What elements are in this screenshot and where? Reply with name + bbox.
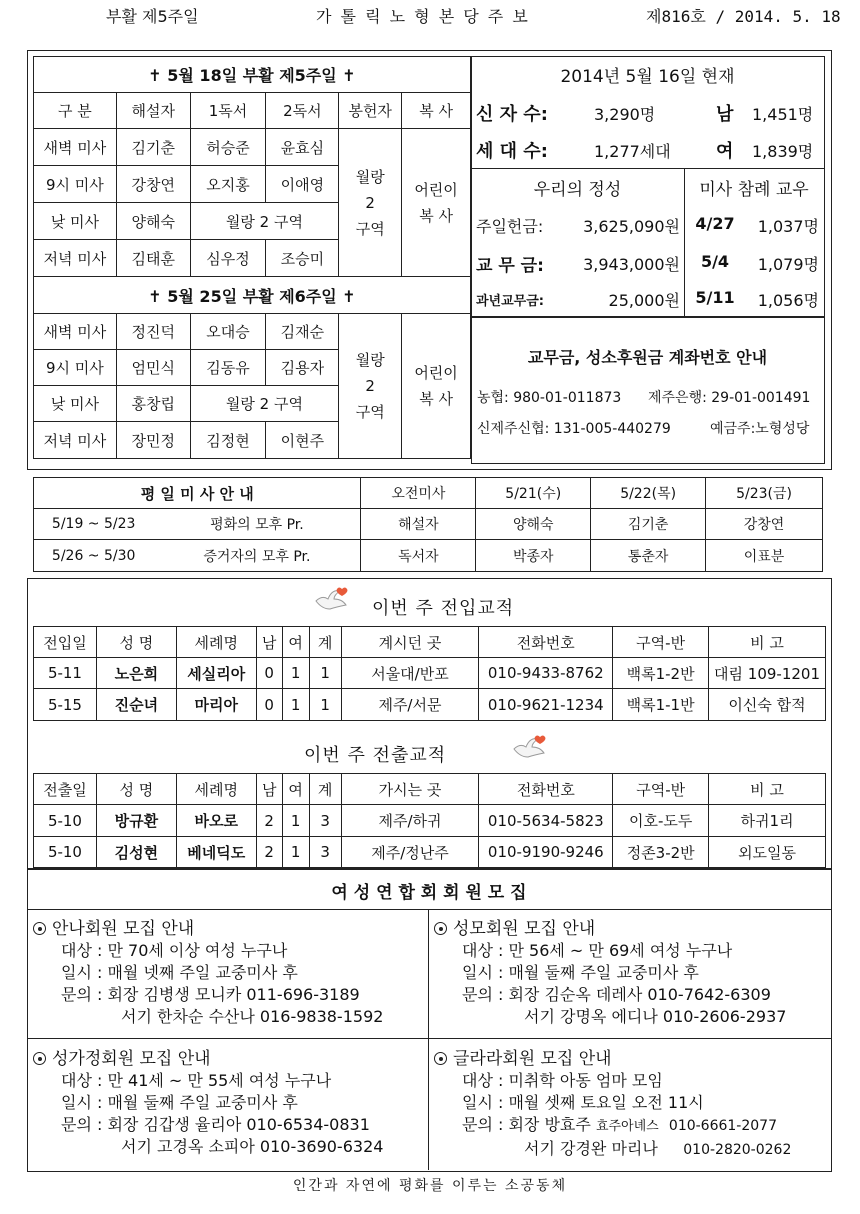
commentator: 김태훈 xyxy=(116,240,190,277)
mother-target: 대상 : 만 56세 ~ 만 69세 여성 누구나 xyxy=(462,941,733,960)
anna-title: 안나회원 모집 안내 xyxy=(52,919,195,939)
male-count: 2 xyxy=(256,837,282,868)
mass-name: 낮 미사 xyxy=(34,203,117,240)
person-name: 진순녀 xyxy=(96,689,176,721)
weekday-prayer: 평화의 모후 Pr. xyxy=(153,509,361,540)
reader2: 김용자 xyxy=(266,350,339,386)
move-date: 5-10 xyxy=(34,805,97,837)
weekday-person: 강창연 xyxy=(706,509,823,540)
attendance-title: 미사 참례 교우 xyxy=(699,180,809,200)
female-count: 1,839명 xyxy=(752,142,814,161)
dues-label: 교 무 금: xyxy=(476,256,544,276)
weekday-person: 통춘자 xyxy=(591,540,706,572)
stats-date: 2014년 5월 16일 현재 xyxy=(560,67,735,87)
destination: 제주/하귀 xyxy=(341,805,479,837)
family-title: 성가정회원 모집 안내 xyxy=(52,1049,211,1069)
move-in-table xyxy=(33,626,826,721)
female-count: 1 xyxy=(282,837,309,868)
anna-secretary: 서기 한차순 수산나 016-9838-1592 xyxy=(121,1007,384,1026)
bullet-icon xyxy=(434,922,447,935)
mother-time: 일시 : 매월 둘째 주일 교중미사 후 xyxy=(462,963,699,982)
women-divider xyxy=(27,1038,831,1039)
col-female: 여 xyxy=(282,774,309,805)
destination: 제주/정난주 xyxy=(341,837,479,868)
col-total: 계 xyxy=(309,627,341,658)
col-district: 구역-반 xyxy=(613,774,709,805)
sunday-offering: 3,625,090원 xyxy=(583,217,680,236)
account-nonghyup: 농협: 980-01-011873 xyxy=(477,390,622,406)
male-count: 0 xyxy=(256,658,282,689)
dove-icon xyxy=(312,585,352,615)
women-divider xyxy=(27,909,831,910)
reader1: 김정현 xyxy=(190,422,266,459)
mass-name: 저녁 미사 xyxy=(34,240,117,277)
week2-title: ✝ 5월 25일 부활 제6주일 ✝ xyxy=(34,277,471,314)
week-label: 부활 제5주일 xyxy=(106,7,199,26)
households-label: 세 대 수: xyxy=(476,141,548,162)
col-total: 계 xyxy=(309,774,341,805)
footer-slogan: 인간과 자연에 평화를 이루는 소공동체 xyxy=(292,1178,568,1194)
reader1: 심우정 xyxy=(190,240,266,277)
weekday-prayer: 증거자의 모후 Pr. xyxy=(153,540,361,572)
male-count: 0 xyxy=(256,689,282,721)
col-female: 여 xyxy=(282,627,309,658)
col-note: 비 고 xyxy=(709,627,826,658)
reader1: 오지홍 xyxy=(190,166,266,203)
clara-recruit xyxy=(434,1048,791,1161)
mother-recruit xyxy=(434,918,786,1028)
family-recruit xyxy=(33,1048,383,1158)
mass-name: 낮 미사 xyxy=(34,386,117,422)
move-date: 5-10 xyxy=(34,837,97,868)
bullet-icon xyxy=(33,1052,46,1065)
col-date: 전입일 xyxy=(34,627,97,658)
attendance-count: 1,037명 xyxy=(757,217,819,236)
col-date: 전출일 xyxy=(34,774,97,805)
col-reading2: 2독서 xyxy=(266,93,339,129)
baptism-name: 마리아 xyxy=(176,689,256,721)
col-offerer: 봉헌자 xyxy=(339,93,402,129)
reader2: 김재순 xyxy=(266,314,339,350)
commentator: 강창연 xyxy=(116,166,190,203)
server-group: 어린이 복 사 xyxy=(402,129,471,277)
anna-target: 대상 : 만 70세 이상 여성 누구나 xyxy=(61,941,288,960)
col-district: 구역-반 xyxy=(613,627,709,658)
past-dues-label: 과년교무금: xyxy=(476,294,544,309)
readers-group: 월랑 2 구역 xyxy=(190,203,339,240)
reader2: 이현주 xyxy=(266,422,339,459)
mass-name: 저녁 미사 xyxy=(34,422,117,459)
reader2: 조승미 xyxy=(266,240,339,277)
offerer-group: 월랑 2 구역 xyxy=(339,129,402,277)
weekday-person: 양해숙 xyxy=(476,509,591,540)
person-name: 방규환 xyxy=(96,805,176,837)
district: 백록1-2반 xyxy=(613,658,709,689)
col-male: 남 xyxy=(256,627,282,658)
clara-target: 대상 : 미취학 아동 엄마 모임 xyxy=(462,1071,663,1090)
stats-divider xyxy=(471,168,824,169)
mother-contact: 문의 : 회장 김순옥 데레사 010-7642-6309 xyxy=(462,985,771,1004)
origin: 제주/서문 xyxy=(341,689,479,721)
attendance-date: 5/4 xyxy=(700,252,730,271)
bullet-icon xyxy=(434,1052,447,1065)
anna-contact: 문의 : 회장 김병생 모니카 011-696-3189 xyxy=(61,985,360,1004)
weekday-person: 박종자 xyxy=(476,540,591,572)
reader1: 허승준 xyxy=(190,129,266,166)
weekday-period: 5/26 ~ 5/30 xyxy=(34,540,154,572)
weekday-role: 해설자 xyxy=(361,509,476,540)
reader1: 김동유 xyxy=(190,350,266,386)
mass-name: 새벽 미사 xyxy=(34,129,117,166)
person-name: 노은희 xyxy=(96,658,176,689)
phone: 010-9621-1234 xyxy=(479,689,613,721)
weekday-title: 평 일 미 사 안 내 xyxy=(34,478,361,509)
attendance-count: 1,056명 xyxy=(757,291,819,310)
female-count: 1 xyxy=(282,805,309,837)
bulletin-title: 가 톨 릭 노 형 본 당 주 보 xyxy=(316,7,530,26)
col-server: 복 사 xyxy=(402,93,471,129)
male-label: 남 xyxy=(716,104,734,125)
week1-title: ✝ 5월 18일 부활 제5주일 ✝ xyxy=(34,57,471,93)
col-male: 남 xyxy=(256,774,282,805)
move-date: 5-11 xyxy=(34,658,97,689)
past-dues-amount: 25,000원 xyxy=(608,291,680,310)
phone: 010-9190-9246 xyxy=(479,837,613,868)
baptism-name: 바오로 xyxy=(176,805,256,837)
origin: 서울대/반포 xyxy=(341,658,479,689)
commentator: 양해숙 xyxy=(116,203,190,240)
households-count: 1,277세대 xyxy=(594,142,671,161)
family-time: 일시 : 매월 둘째 주일 교중미사 후 xyxy=(61,1093,298,1112)
clara-contact-baptism: 효주아녜스 xyxy=(595,1119,659,1134)
weekday-head: 5/21(수) xyxy=(476,478,591,509)
move-date: 5-15 xyxy=(34,689,97,721)
col-name: 성 명 xyxy=(96,627,176,658)
total-count: 3 xyxy=(309,837,341,868)
note: 대림 109-1201 xyxy=(709,658,826,689)
account-jeju-bank: 제주은행: 29-01-001491 xyxy=(648,390,811,406)
clara-title: 글라라회원 모집 안내 xyxy=(453,1049,612,1069)
person-name: 김성현 xyxy=(96,837,176,868)
col-division: 구 분 xyxy=(34,93,117,129)
account-holder: 예금주:노형성당 xyxy=(710,421,810,437)
women-vdivider xyxy=(428,909,429,1170)
attendance-count: 1,079명 xyxy=(757,255,819,274)
family-contact: 문의 : 회장 김갑생 율리아 010-6534-0831 xyxy=(61,1115,370,1134)
clara-secretary xyxy=(434,1138,791,1161)
commentator: 홍창립 xyxy=(116,386,190,422)
believers-count: 3,290명 xyxy=(594,105,656,124)
reader2: 이애영 xyxy=(266,166,339,203)
female-label: 여 xyxy=(716,141,734,162)
clara-contact xyxy=(434,1114,791,1138)
dove-icon xyxy=(510,733,550,763)
weekday-mass-table xyxy=(33,477,823,572)
attendance-date: 5/11 xyxy=(695,288,735,307)
col-commentator: 해설자 xyxy=(116,93,190,129)
commentator: 장민정 xyxy=(116,422,190,459)
sunday-offering-label: 주일헌금: xyxy=(476,217,544,236)
note: 하귀1리 xyxy=(709,805,826,837)
mother-secretary: 서기 강명옥 에디나 010-2606-2937 xyxy=(524,1007,787,1026)
col-baptism: 세례명 xyxy=(176,774,256,805)
move-out-title: 이번 주 전출교적 xyxy=(304,745,447,766)
male-count: 1,451명 xyxy=(752,105,814,124)
family-target: 대상 : 만 41세 ~ 만 55세 여성 누구나 xyxy=(61,1071,332,1090)
total-count: 1 xyxy=(309,689,341,721)
readers-group: 월랑 2 구역 xyxy=(190,386,339,422)
col-origin: 계시던 곳 xyxy=(341,627,479,658)
col-destination: 가시는 곳 xyxy=(341,774,479,805)
anna-recruit xyxy=(33,918,383,1028)
female-count: 1 xyxy=(282,658,309,689)
weekday-person: 이표분 xyxy=(706,540,823,572)
account-shinhyup: 신제주신협: 131-005-440279 xyxy=(477,421,671,437)
account-title: 교무금, 성소후원금 계좌번호 안내 xyxy=(527,348,768,367)
clara-secretary-phone: 010-2820-0262 xyxy=(683,1142,792,1158)
clara-contact-phone: 010-6661-2077 xyxy=(668,1118,777,1134)
total-count: 1 xyxy=(309,658,341,689)
note: 외도일동 xyxy=(709,837,826,868)
offering-title: 우리의 정성 xyxy=(533,180,622,200)
col-reading1: 1독서 xyxy=(190,93,266,129)
women-title: 여 성 연 합 회 회 원 모 집 xyxy=(331,883,527,903)
weekday-role: 독서자 xyxy=(361,540,476,572)
offerer-group: 월랑 2 구역 xyxy=(339,314,402,459)
district: 이호-도두 xyxy=(613,805,709,837)
issue-label: 제816호 / 2014. 5. 18 xyxy=(646,7,841,26)
anna-time: 일시 : 매월 넷째 주일 교중미사 후 xyxy=(61,963,298,982)
dues-amount: 3,943,000원 xyxy=(583,255,680,274)
commentator: 엄민식 xyxy=(116,350,190,386)
district: 정존3-2반 xyxy=(613,837,709,868)
weekday-person: 김기춘 xyxy=(591,509,706,540)
mother-title: 성모회원 모집 안내 xyxy=(453,919,596,939)
mass-name: 새벽 미사 xyxy=(34,314,117,350)
col-baptism: 세례명 xyxy=(176,627,256,658)
clara-time: 일시 : 매월 셋째 토요일 오전 11시 xyxy=(462,1093,704,1112)
mass-name: 9시 미사 xyxy=(34,350,117,386)
clara-secretary-name: 서기 강경완 마리나 xyxy=(524,1139,658,1158)
col-note: 비 고 xyxy=(709,774,826,805)
commentator: 김기춘 xyxy=(116,129,190,166)
bullet-icon xyxy=(33,922,46,935)
col-phone: 전화번호 xyxy=(479,774,613,805)
female-count: 1 xyxy=(282,689,309,721)
phone: 010-9433-8762 xyxy=(479,658,613,689)
clara-contact-name: 문의 : 회장 방효주 xyxy=(462,1115,591,1134)
move-out-table xyxy=(33,773,826,868)
weekday-period: 5/19 ~ 5/23 xyxy=(34,509,154,540)
phone: 010-5634-5823 xyxy=(479,805,613,837)
baptism-name: 세실리아 xyxy=(176,658,256,689)
attendance-date: 4/27 xyxy=(695,214,735,233)
weekday-head: 5/22(목) xyxy=(591,478,706,509)
mass-schedule-table xyxy=(33,56,471,459)
move-in-title: 이번 주 전입교적 xyxy=(372,598,515,619)
mass-name: 9시 미사 xyxy=(34,166,117,203)
family-secretary: 서기 고경옥 소피아 010-3690-6324 xyxy=(121,1137,384,1156)
total-count: 3 xyxy=(309,805,341,837)
reader2: 윤효심 xyxy=(266,129,339,166)
note: 이신숙 합적 xyxy=(709,689,826,721)
district: 백록1-1반 xyxy=(613,689,709,721)
baptism-name: 베네딕도 xyxy=(176,837,256,868)
commentator: 정진덕 xyxy=(116,314,190,350)
reader1: 오대승 xyxy=(190,314,266,350)
server-group: 어린이 복 사 xyxy=(402,314,471,459)
col-name: 성 명 xyxy=(96,774,176,805)
weekday-head: 오전미사 xyxy=(361,478,476,509)
male-count: 2 xyxy=(256,805,282,837)
believers-label: 신 자 수: xyxy=(476,104,548,125)
weekday-head: 5/23(금) xyxy=(706,478,823,509)
col-phone: 전화번호 xyxy=(479,627,613,658)
